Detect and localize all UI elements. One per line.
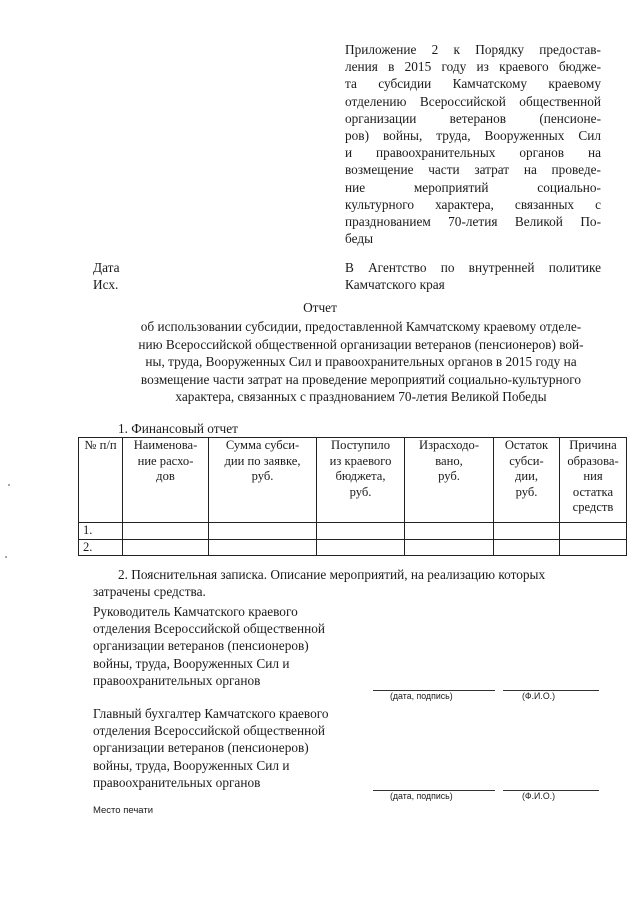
section-explanatory-note xyxy=(93,566,613,600)
annex-line: и правоохранительных органов на xyxy=(345,145,601,161)
signature-chief-accountant xyxy=(93,705,329,791)
signature-line: отделения Всероссийской общественной xyxy=(93,723,325,739)
header-line: вано, xyxy=(435,453,463,468)
note-line: затрачены средства. xyxy=(93,584,206,599)
header-line: Причина xyxy=(569,438,617,452)
subtitle-line: нию Всероссийской общественной организации ветеранов (пенсионеров) вой- xyxy=(138,336,584,352)
annex-line: Приложение 2 к Порядку предостав- xyxy=(345,42,601,57)
signature-line: войны, труда, Вооруженных Сил и xyxy=(93,655,290,671)
header-line: Сумма субси- xyxy=(225,438,300,452)
header-line: субси- xyxy=(509,453,544,468)
addressee-line: В Агентство по внутренней политике xyxy=(345,260,601,275)
table-cell xyxy=(123,539,209,556)
table-cell xyxy=(494,523,560,540)
header-line: № п/п xyxy=(84,438,117,452)
name-caption: (Ф.И.О.) xyxy=(522,691,556,701)
annex-line: культурного характера, связанных с xyxy=(345,196,601,212)
header-line: средств xyxy=(572,500,614,515)
note-line: 2. Пояснительная записка. Описание мероприятий, на реализацию которых xyxy=(118,567,546,582)
annex-line: организации ветеранов (пенсионе- xyxy=(345,110,601,126)
table-header-cell xyxy=(317,438,405,523)
financial-report-table xyxy=(78,437,627,556)
header-line: руб. xyxy=(438,469,460,484)
signature-line: отделения Всероссийской общественной xyxy=(93,621,325,637)
annex-line: отделению Всероссийской общественной xyxy=(345,93,601,109)
table-cell xyxy=(560,539,627,556)
header-line: ния xyxy=(583,469,603,484)
table-cell: 2. xyxy=(79,539,123,556)
header-line: остатка xyxy=(572,484,614,499)
date-signature-caption: (дата, подпись) xyxy=(390,791,453,801)
header-line: дии по заявке, xyxy=(224,453,301,468)
table-cell xyxy=(405,539,494,556)
header-line: Израсходо- xyxy=(418,438,480,452)
annex-line: ние мероприятий социально- xyxy=(345,179,601,195)
table-cell xyxy=(209,539,317,556)
table-header-cell xyxy=(405,438,494,523)
signature-line: Руководитель Камчатского краевого xyxy=(93,604,298,619)
signature-line: войны, труда, Вооруженных Сил и xyxy=(93,757,290,773)
header-line: Поступило xyxy=(331,438,390,452)
header-line: дов xyxy=(156,469,175,484)
table-cell xyxy=(209,523,317,540)
annex-line: возмещение части затрат на проведе- xyxy=(345,162,601,178)
table-header-cell xyxy=(209,438,317,523)
header-line: ние расхо- xyxy=(137,453,194,468)
annex-note xyxy=(345,41,601,247)
name-caption: (Ф.И.О.) xyxy=(522,791,556,801)
header-line: руб. xyxy=(349,484,372,499)
table-row xyxy=(79,523,627,540)
table-header-cell xyxy=(79,438,123,523)
table-cell xyxy=(560,523,627,540)
addressee-line: Камчатского края xyxy=(345,277,445,292)
header-line: руб. xyxy=(515,484,538,499)
table-cell: 1. xyxy=(79,523,123,540)
report-title: Отчет xyxy=(303,300,337,315)
report-subtitle xyxy=(100,318,622,406)
table-header-cell xyxy=(123,438,209,523)
subtitle-line: об использовании субсидии, предоставленной Камчатскому краевому отделе- xyxy=(140,319,582,334)
annex-line: беды xyxy=(345,231,374,247)
table-cell xyxy=(123,523,209,540)
header-line: бюджета, xyxy=(335,469,386,484)
signature-line: Главный бухгалтер Камчатского краевого xyxy=(93,706,329,721)
date-signature-caption: (дата, подпись) xyxy=(390,691,453,701)
section-heading-financial: 1. Финансовый отчет xyxy=(118,421,238,436)
table-header-row xyxy=(79,438,627,523)
date-ref-block xyxy=(93,259,120,293)
header-line: Остаток xyxy=(504,438,549,452)
table-cell xyxy=(317,523,405,540)
table-cell xyxy=(494,539,560,556)
annex-line: празднованием 70-летия Великой По- xyxy=(345,214,601,230)
table-cell xyxy=(405,523,494,540)
date-label: Дата xyxy=(93,260,120,275)
subtitle-line: ны, труда, Вооруженных Сил и правоохранительных органов в 2015 году на xyxy=(145,354,577,370)
header-line: из краевого xyxy=(329,453,392,468)
header-line: образова- xyxy=(567,453,619,468)
subtitle-line: возмещение части затрат на проведение мероприятий социально-культурного xyxy=(140,371,582,387)
annex-line: ления в 2015 году из краевого бюдже- xyxy=(345,59,601,75)
table-header-cell xyxy=(560,438,627,523)
addressee xyxy=(345,259,601,293)
scan-speck xyxy=(5,556,7,558)
signature-line: правоохранительных органов xyxy=(93,672,261,688)
table-row xyxy=(79,539,627,556)
signature-line: организации ветеранов (пенсионеров) xyxy=(93,638,309,654)
header-line: дии, xyxy=(514,469,539,484)
annex-line: та субсидии Камчатскому краевому xyxy=(345,76,601,92)
table-cell xyxy=(317,539,405,556)
header-line: Наименова- xyxy=(133,438,198,452)
table-header-cell xyxy=(494,438,560,523)
seal-label: Место печати xyxy=(93,805,154,816)
signature-line: организации ветеранов (пенсионеров) xyxy=(93,740,309,756)
ref-label: Исх. xyxy=(93,277,119,292)
header-line: руб. xyxy=(251,469,274,484)
subtitle-line: характера, связанных с празднованием 70-летия Великой Победы xyxy=(175,389,547,405)
signature-head xyxy=(93,603,325,689)
scan-speck xyxy=(8,484,10,486)
signature-line: правоохранительных органов xyxy=(93,774,261,790)
annex-line: ров) войны, труда, Вооруженных Сил xyxy=(345,128,601,144)
